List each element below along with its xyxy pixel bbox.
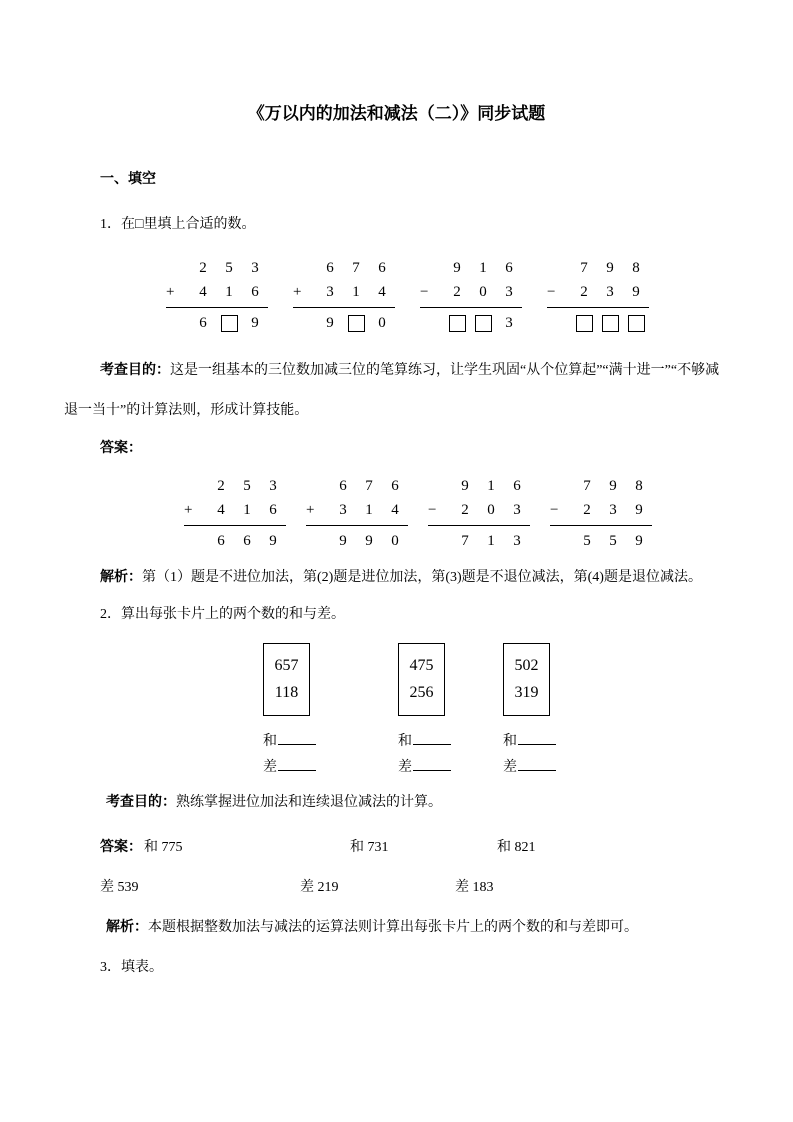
rule-line xyxy=(550,525,652,526)
q2-sum-answers xyxy=(100,836,760,856)
digit: 1 xyxy=(487,477,495,494)
digit: 3 xyxy=(513,501,521,518)
blank-box-cell xyxy=(597,311,623,335)
digit: 1 xyxy=(479,259,487,276)
q1-prompt: 1．在□里填上合适的数。 xyxy=(100,217,256,232)
digit: 1 xyxy=(243,501,251,518)
blank-box-cell xyxy=(571,311,597,335)
sum-blank-line xyxy=(398,729,458,755)
vertical-problem-1 xyxy=(166,256,268,335)
q2-card-row xyxy=(263,643,563,781)
digit: 2 xyxy=(217,477,225,494)
answer-label: 答案： xyxy=(100,840,142,855)
digit: 3 xyxy=(339,501,347,518)
vertical-problem-3 xyxy=(420,256,522,335)
plus-operator: + xyxy=(166,283,175,300)
digit: 9 xyxy=(609,477,617,494)
blank-box-cell xyxy=(216,311,242,335)
card-bottom-number: 118 xyxy=(274,684,299,701)
answer-problem-2 xyxy=(306,474,408,553)
top-number xyxy=(184,474,286,498)
result-row xyxy=(550,529,652,553)
result-row xyxy=(306,529,408,553)
card-bottom-number: 256 xyxy=(409,684,434,701)
digit: 2 xyxy=(580,283,588,300)
page-title: 《万以内的加法和减法（二）》同步试题 xyxy=(247,104,546,123)
plus-operator: + xyxy=(306,501,315,518)
digit: 4 xyxy=(391,501,399,518)
digit: 4 xyxy=(378,283,386,300)
blank-box xyxy=(475,315,492,332)
analysis-text: 本题根据整数加法与减法的运算法则计算出每张卡片上的两个数的和与差即可。 xyxy=(148,920,638,935)
number-card xyxy=(263,643,310,716)
result-digit: 6 xyxy=(217,532,225,549)
sum-label: 和 xyxy=(398,734,412,749)
top-number xyxy=(547,256,649,280)
digit: 9 xyxy=(606,259,614,276)
result-digit: 6 xyxy=(243,532,251,549)
digit: 3 xyxy=(609,501,617,518)
blank-box-cell xyxy=(623,311,649,335)
sum-label: 和 xyxy=(503,734,517,749)
rule-line xyxy=(293,307,395,308)
answer-blank xyxy=(413,757,451,771)
bottom-number xyxy=(428,498,530,522)
answer-blank xyxy=(518,731,556,745)
digit: 7 xyxy=(352,259,360,276)
minus-operator: − xyxy=(547,283,556,300)
top-number xyxy=(550,474,652,498)
digit: 2 xyxy=(199,259,207,276)
result-digit: 9 xyxy=(635,532,643,549)
diff-answer-3: 差 183 xyxy=(455,880,494,895)
answer-blank xyxy=(413,731,451,745)
result-digit: 9 xyxy=(269,532,277,549)
digit: 6 xyxy=(251,283,259,300)
q1-answer-row xyxy=(184,474,652,553)
rule-line xyxy=(420,307,522,308)
result-digit: 5 xyxy=(609,532,617,549)
number-card xyxy=(503,643,550,716)
q3-prompt: 3．填表。 xyxy=(100,960,163,975)
result-digit: 1 xyxy=(487,532,495,549)
result-row xyxy=(166,311,268,335)
digit: 8 xyxy=(635,477,643,494)
digit: 3 xyxy=(505,283,513,300)
digit: 6 xyxy=(339,477,347,494)
result-row xyxy=(428,529,530,553)
result-digit: 3 xyxy=(513,532,521,549)
card-top-number: 475 xyxy=(409,657,434,674)
rule-line xyxy=(184,525,286,526)
result-digit: 9 xyxy=(339,532,347,549)
digit: 6 xyxy=(326,259,334,276)
diff-blank-line xyxy=(398,755,458,781)
digit: 6 xyxy=(378,259,386,276)
answer-problem-3 xyxy=(428,474,530,553)
result-row xyxy=(293,311,395,335)
digit: 0 xyxy=(487,501,495,518)
sum-answer-2: 和 731 xyxy=(350,840,389,855)
rule-line xyxy=(306,525,408,526)
blank-box xyxy=(221,315,238,332)
minus-operator: − xyxy=(420,283,429,300)
blank-box-cell xyxy=(343,311,369,335)
blank-box xyxy=(449,315,466,332)
result-row xyxy=(547,311,649,335)
bottom-number xyxy=(166,280,268,304)
digit: 7 xyxy=(365,477,373,494)
result-digit: 5 xyxy=(583,532,591,549)
card-column-1 xyxy=(263,643,323,781)
sum-blank-line xyxy=(503,729,563,755)
result-digit: 6 xyxy=(199,314,207,331)
q1-answer-label: 答案： xyxy=(100,441,142,456)
digit: 4 xyxy=(199,283,207,300)
result-row xyxy=(420,311,522,335)
number-card xyxy=(398,643,445,716)
bottom-number xyxy=(547,280,649,304)
result-row xyxy=(184,529,286,553)
digit: 7 xyxy=(580,259,588,276)
vertical-problem-4 xyxy=(547,256,649,335)
result-digit: 9 xyxy=(365,532,373,549)
result-digit: 9 xyxy=(326,314,334,331)
digit: 6 xyxy=(513,477,521,494)
minus-operator: − xyxy=(550,501,559,518)
digit: 9 xyxy=(632,283,640,300)
purpose-label: 考查目的： xyxy=(100,363,170,378)
digit: 4 xyxy=(217,501,225,518)
answer-blank xyxy=(278,731,316,745)
q2-analysis xyxy=(106,916,736,936)
analysis-label: 解析： xyxy=(100,570,142,585)
rule-line xyxy=(166,307,268,308)
q2-purpose xyxy=(106,791,726,811)
diff-blank-line xyxy=(503,755,563,781)
bottom-number xyxy=(306,498,408,522)
answer-problem-4 xyxy=(550,474,652,553)
digit: 2 xyxy=(583,501,591,518)
digit: 2 xyxy=(453,283,461,300)
sum-blank-line xyxy=(263,729,323,755)
q1-analysis xyxy=(100,566,740,586)
digit: 9 xyxy=(635,501,643,518)
card-bottom-number: 319 xyxy=(514,684,539,701)
blank-box xyxy=(602,315,619,332)
blank-box-cell xyxy=(470,311,496,335)
result-digit: 0 xyxy=(391,532,399,549)
rule-line xyxy=(547,307,649,308)
digit: 2 xyxy=(461,501,469,518)
bottom-number xyxy=(420,280,522,304)
digit: 1 xyxy=(225,283,233,300)
blank-box-cell xyxy=(444,311,470,335)
answer-problem-1 xyxy=(184,474,286,553)
answer-blank xyxy=(518,757,556,771)
diff-answer-1: 差 539 xyxy=(100,880,139,895)
digit: 6 xyxy=(391,477,399,494)
plus-operator: + xyxy=(184,501,193,518)
plus-operator: + xyxy=(293,283,302,300)
result-digit: 7 xyxy=(461,532,469,549)
digit: 7 xyxy=(583,477,591,494)
sum-answer-1: 和 775 xyxy=(144,840,183,855)
digit: 3 xyxy=(269,477,277,494)
purpose-text: 这是一组基本的三位数加减三位的笔算练习，让学生巩固“从个位算起”“满十进一”“不够减退一当十”的计算法则，形成计算技能。 xyxy=(64,363,720,418)
result-digit: 0 xyxy=(378,314,386,331)
top-number xyxy=(428,474,530,498)
analysis-label: 解析： xyxy=(106,920,148,935)
digit: 9 xyxy=(461,477,469,494)
blank-box xyxy=(348,315,365,332)
rule-line xyxy=(428,525,530,526)
digit: 3 xyxy=(606,283,614,300)
q1-problem-row xyxy=(166,256,649,335)
digit: 1 xyxy=(365,501,373,518)
q2-prompt: 2．算出每张卡片上的两个数的和与差。 xyxy=(100,607,345,622)
card-column-2 xyxy=(398,643,458,781)
digit: 5 xyxy=(225,259,233,276)
digit: 0 xyxy=(479,283,487,300)
result-digit: 3 xyxy=(505,314,513,331)
top-number xyxy=(166,256,268,280)
card-column-3 xyxy=(503,643,563,781)
purpose-text: 熟练掌握进位加法和连续退位减法的计算。 xyxy=(176,795,442,810)
top-number xyxy=(420,256,522,280)
vertical-problem-2 xyxy=(293,256,395,335)
digit: 8 xyxy=(632,259,640,276)
card-top-number: 657 xyxy=(274,657,299,674)
blank-box xyxy=(576,315,593,332)
top-number xyxy=(293,256,395,280)
diff-blank-line xyxy=(263,755,323,781)
bottom-number xyxy=(550,498,652,522)
digit: 5 xyxy=(243,477,251,494)
diff-answer-2: 差 219 xyxy=(300,880,339,895)
digit: 1 xyxy=(352,283,360,300)
result-digit: 9 xyxy=(251,314,259,331)
digit: 3 xyxy=(326,283,334,300)
diff-label: 差 xyxy=(398,760,412,775)
bottom-number xyxy=(293,280,395,304)
purpose-label: 考查目的： xyxy=(106,795,176,810)
q1-purpose xyxy=(64,351,722,431)
digit: 9 xyxy=(453,259,461,276)
sum-answer-3: 和 821 xyxy=(497,840,536,855)
digit: 3 xyxy=(251,259,259,276)
digit: 6 xyxy=(269,501,277,518)
analysis-text: 第（1）题是不进位加法，第(2)题是进位加法，第(3)题是不退位减法，第(4)题是退位减法。 xyxy=(142,570,702,585)
blank-box xyxy=(628,315,645,332)
minus-operator: − xyxy=(428,501,437,518)
top-number xyxy=(306,474,408,498)
bottom-number xyxy=(184,498,286,522)
card-top-number: 502 xyxy=(514,657,539,674)
digit: 6 xyxy=(505,259,513,276)
section-heading: 一、填空 xyxy=(100,172,156,187)
q2-diff-answers xyxy=(100,876,760,896)
answer-blank xyxy=(278,757,316,771)
sum-label: 和 xyxy=(263,734,277,749)
diff-label: 差 xyxy=(263,760,277,775)
diff-label: 差 xyxy=(503,760,517,775)
